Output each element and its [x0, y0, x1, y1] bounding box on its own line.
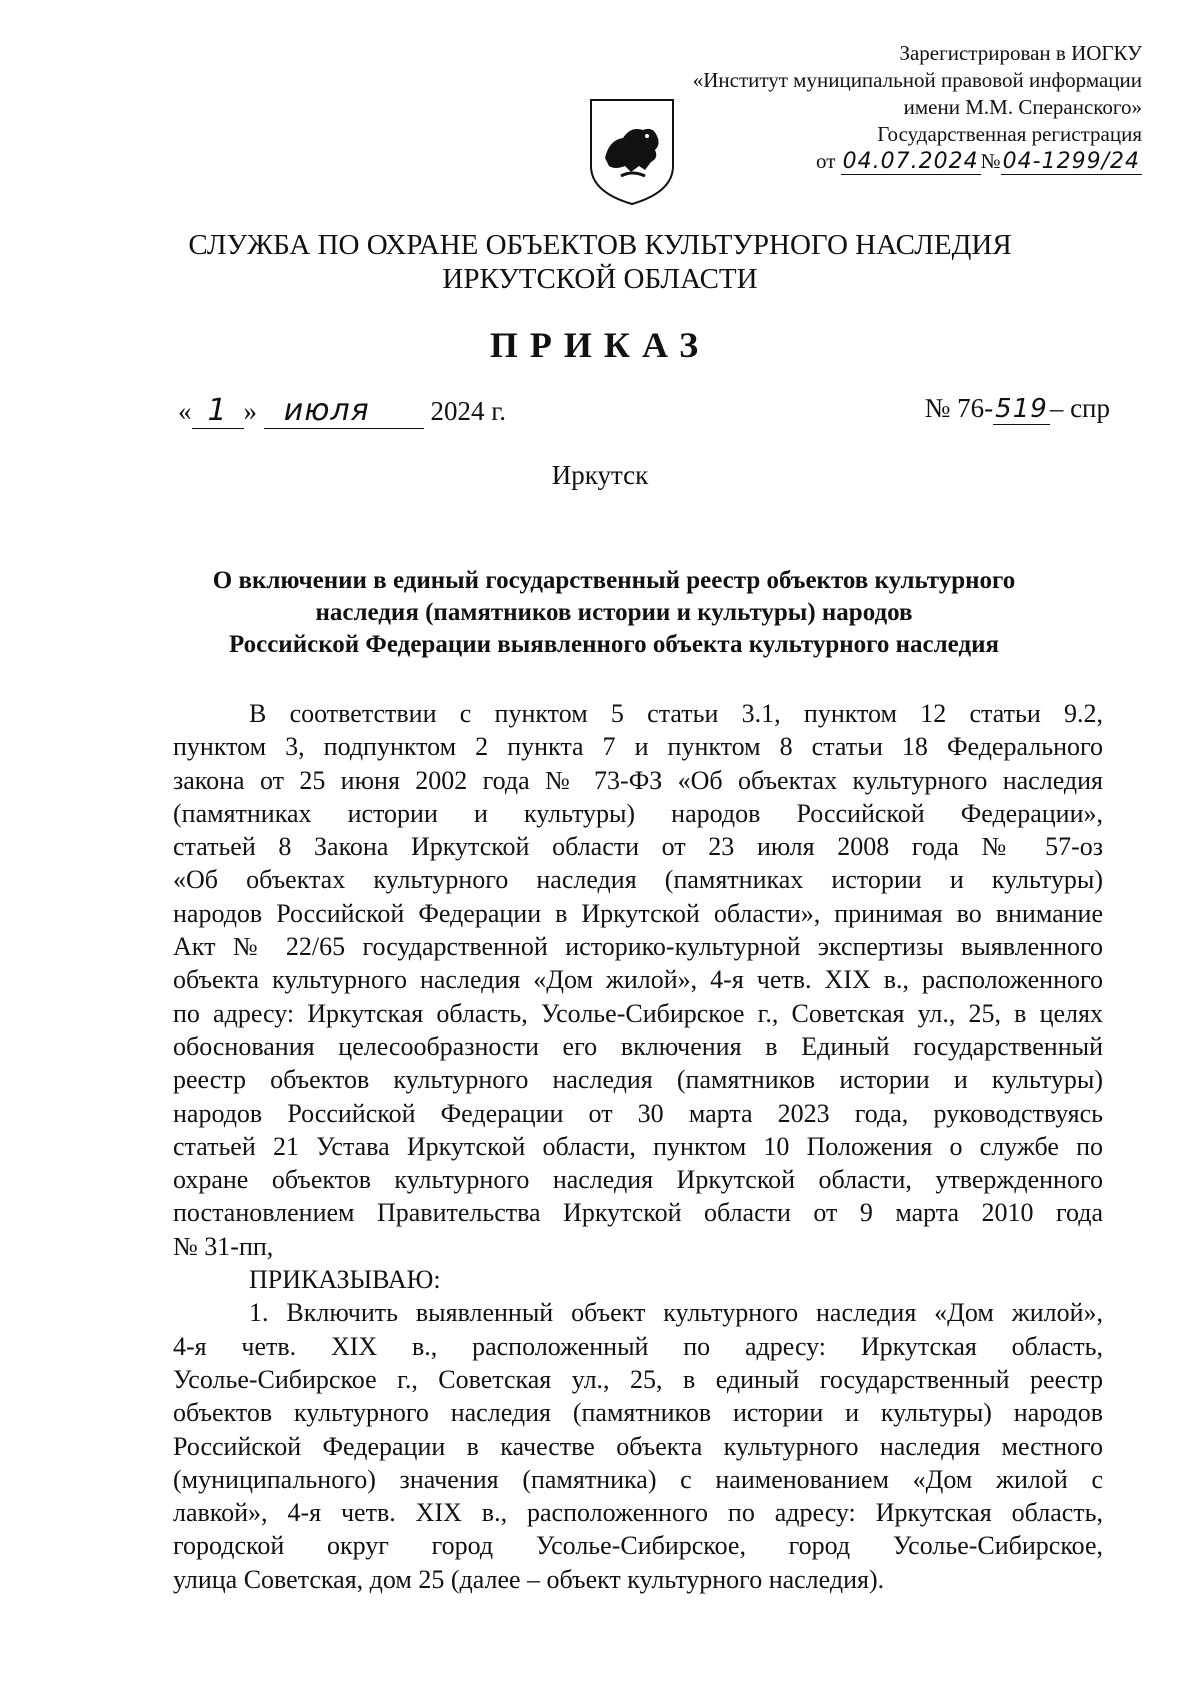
- item1-line: 1. Включить выявленный объект культурного наследия «Дом жилой»,: [249, 1298, 1103, 1328]
- date-year: 2024 г.: [430, 396, 507, 426]
- organization-line: СЛУЖБА ПО ОХРАНЕ ОБЪЕКТОВ КУЛЬТУРНОГО НАСЛЕДИЯ: [188, 229, 1012, 261]
- item1-line: 4-я четв. XIX в., расположенный по адресу: Иркутская область,: [173, 1331, 1103, 1361]
- preamble-line: В соответствии с пунктом 5 статьи 3.1, пунктом 12 статьи 9.2,: [249, 699, 1103, 728]
- preamble-line: народов Российской Федерации в Иркутской области», принимая во внимание: [173, 898, 1103, 928]
- item1-line: улица Советская, дом 25 (далее – объект культурного наследия).: [173, 1564, 885, 1594]
- order-number-handwritten: 519: [995, 394, 1048, 424]
- registration-date-prefix: от: [816, 149, 836, 173]
- registration-line: «Институт муниципальной правовой информации: [692, 68, 1142, 92]
- item1-line: (муниципального) значения (памятника) с наименованием «Дом жилой с: [173, 1464, 1103, 1494]
- order-subject: [150, 565, 1078, 661]
- preamble-line: Акт № 22/65 государственной историко-культурной экспертизы выявленного: [173, 932, 1103, 962]
- preamble-line: охране объектов культурного наследия Иркутской области, утвержденного: [173, 1165, 1103, 1195]
- registration-number: 04-1299/24: [1002, 149, 1140, 174]
- preamble-line: № 31-пп,: [173, 1231, 274, 1261]
- preamble-line: пунктом 3, подпунктом 2 пункта 7 и пунктом 8 статьи 18 Федерального: [173, 732, 1103, 762]
- registration-number-sign: №: [980, 149, 1001, 173]
- item1-line: лавкой», 4-я четв. XIX в., расположенного по адресу: Иркутская область,: [173, 1498, 1103, 1528]
- preamble-line: постановлением Правительства Иркутской области от 9 марта 2010 года: [173, 1198, 1103, 1228]
- item1-line: объектов культурного наследия (памятников истории и культуры) народов: [173, 1398, 1103, 1428]
- city: Иркутск: [551, 460, 649, 490]
- organization-line: ИРКУТСКОЙ ОБЛАСТИ: [442, 263, 758, 295]
- document-body: [173, 697, 1103, 1596]
- subject-line: Российской Федерации выявленного объекта культурного наследия: [228, 631, 1000, 658]
- registration-line: Государственная регистрация: [877, 122, 1142, 146]
- date-open-quote: «: [178, 396, 192, 426]
- preamble-line: статьей 8 Закона Иркутской области от 23 июля 2008 года № 57-оз: [173, 832, 1103, 862]
- preamble-line: (памятниках истории и культуры) народов Российской Федерации»,: [173, 798, 1103, 828]
- preamble-line: объекта культурного наследия «Дом жилой», 4-я четв. XIX в., расположенного: [173, 965, 1103, 995]
- registration-date: 04.07.2024: [842, 149, 979, 174]
- subject-line: О включении в единый государственный реестр объектов культурного: [212, 567, 1016, 594]
- order-word: ПРИКАЗЫВАЮ:: [249, 1265, 441, 1295]
- preamble-line: реестр объектов культурного наследия (памятников истории и культуры): [173, 1065, 1103, 1095]
- subject-line: наследия (памятников истории и культуры) народов: [315, 599, 913, 626]
- preamble-line: народов Российской Федерации от 30 марта 2023 года, руководствуясь: [173, 1098, 1103, 1128]
- order-number-suffix: – спр: [1049, 393, 1110, 423]
- date-month: июля: [264, 393, 424, 429]
- date-close-quote: »: [243, 396, 257, 426]
- preamble-line: статьей 21 Устава Иркутской области, пунктом 10 Положения о службе по: [173, 1131, 1103, 1161]
- order-number-prefix: № 76-: [924, 393, 994, 423]
- irkutsk-coat-of-arms-icon: [587, 96, 677, 208]
- preamble-line: по адресу: Иркутская область, Усолье-Сибирское г., Советская ул., 25, в целях: [173, 998, 1103, 1028]
- item1-line: Российской Федерации в качестве объекта культурного наследия местного: [173, 1431, 1103, 1461]
- order-number: [925, 393, 1110, 425]
- registration-line: Зарегистрирован в ИОГКУ: [899, 41, 1142, 65]
- date-day: 1: [192, 393, 244, 429]
- preamble-line: «Об объектах культурного наследия (памятниках истории и культуры): [173, 865, 1103, 895]
- item1-line: городской округ город Усолье-Сибирское, город Усолье-Сибирское,: [173, 1531, 1103, 1561]
- organization-name: [0, 228, 1200, 296]
- preamble-line: обоснования целесообразности его включения в Единый государственный: [173, 1031, 1103, 1061]
- registration-line: имени М.М. Сперанского»: [903, 95, 1142, 119]
- item1-line: Усолье-Сибирское г., Советская ул., 25, в единый государственный реестр: [173, 1364, 1103, 1394]
- document-title: ПРИКАЗ: [489, 325, 711, 365]
- preamble-line: закона от 25 июня 2002 года № 73-ФЗ «Об объектах культурного наследия: [173, 765, 1103, 795]
- order-date: [178, 393, 506, 429]
